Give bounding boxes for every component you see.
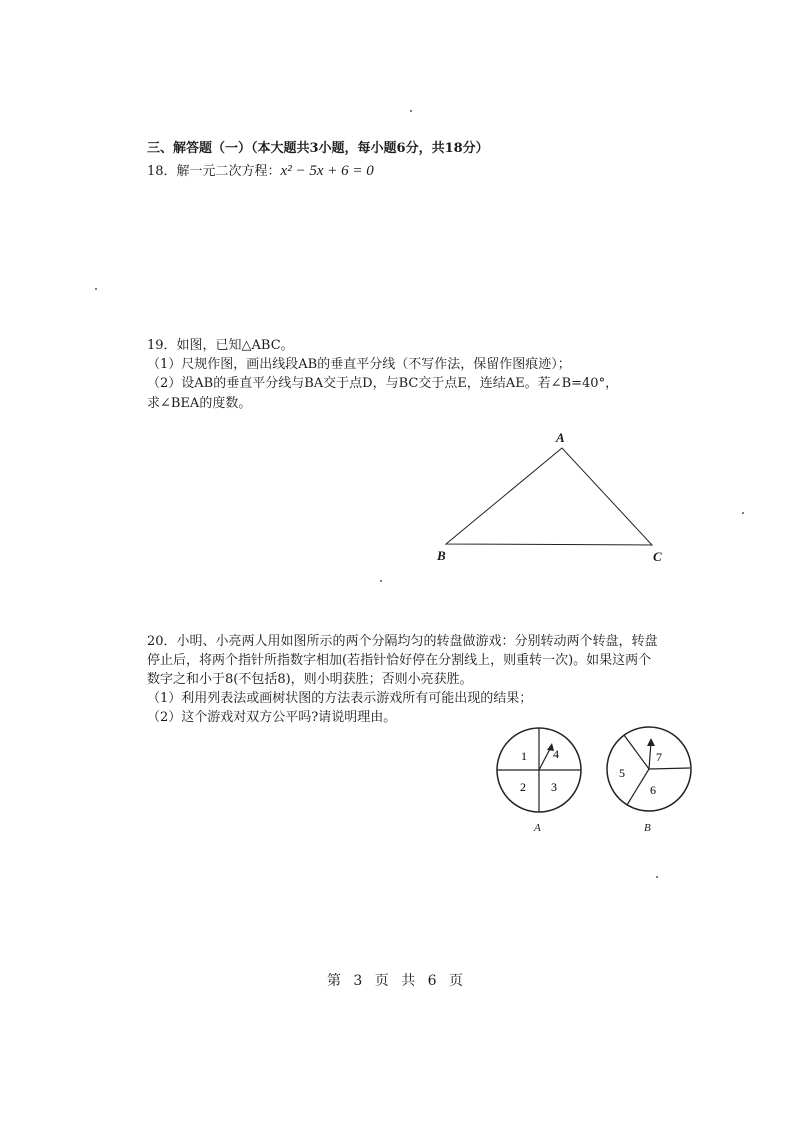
spinner-b-divider-1 [624, 735, 649, 769]
spinner-b-pointer [649, 742, 651, 769]
vertex-label-c: C [653, 549, 662, 564]
scan-speck [742, 512, 744, 514]
spinner-b-caption: B [644, 822, 651, 834]
scan-speck [410, 110, 412, 112]
section-heading: 三、解答题（一）（本大题共3小题，每小题6分，共18分） [147, 141, 489, 156]
spinner-a-caption: A [534, 822, 541, 834]
spinner-b-divider-3 [627, 769, 649, 805]
page-footer: 第 3 页 共 6 页 [326, 973, 468, 989]
question-20-line-1: 20．小明、小亮两人用如图所示的两个分隔均匀的转盘做游戏：分别转动两个转盘，转盘 [147, 634, 658, 649]
spinner-b-number-6: 6 [650, 783, 656, 797]
question-19-line-1: 19．如图，已知△ABC。 [147, 338, 294, 353]
spinner-a-number-3: 3 [551, 780, 557, 794]
spinner-b-number-5: 5 [619, 766, 625, 780]
question-18-prefix: 18．解一元二次方程： [147, 164, 281, 179]
scan-speck [656, 876, 658, 878]
spinner-a-number-1: 1 [521, 749, 527, 763]
scan-speck [380, 580, 382, 582]
question-20-line-4: （1）利用列表法或画树状图的方法表示游戏所有可能出现的结果； [147, 691, 533, 706]
vertex-label-a: A [556, 430, 565, 445]
question-19-line-2: （1）尺规作图，画出线段AB的垂直平分线（不写作法，保留作图痕迹）； [147, 357, 571, 372]
spinner-a-number-4: 4 [553, 747, 559, 761]
spinner-b-number-7: 7 [656, 750, 662, 764]
question-18-equation: x² − 5x + 6 = 0 [280, 163, 374, 179]
spinner-a-number-2: 2 [520, 780, 526, 794]
question-20-line-2: 停止后，将两个指针所指数字相加(若指针恰好停在分割线上，则重转一次)。如果这两个 [147, 653, 652, 668]
question-19-line-3: （2）设AB的垂直平分线与BA交于点D，与BC交于点E，连结AE。若∠B=40°， [147, 376, 619, 391]
question-20-line-3: 数字之和小于8(不包括8)，则小明获胜；否则小亮获胜。 [147, 672, 473, 687]
question-20-line-5: （2）这个游戏对双方公平吗?请说明理由。 [147, 710, 397, 725]
question-19-line-4: 求∠BEA的度数。 [147, 396, 252, 411]
spinner-b-divider-2 [649, 768, 690, 769]
vertex-label-b: B [437, 548, 446, 563]
spinner-b-pointer-head [647, 738, 655, 746]
scan-speck [95, 288, 97, 290]
